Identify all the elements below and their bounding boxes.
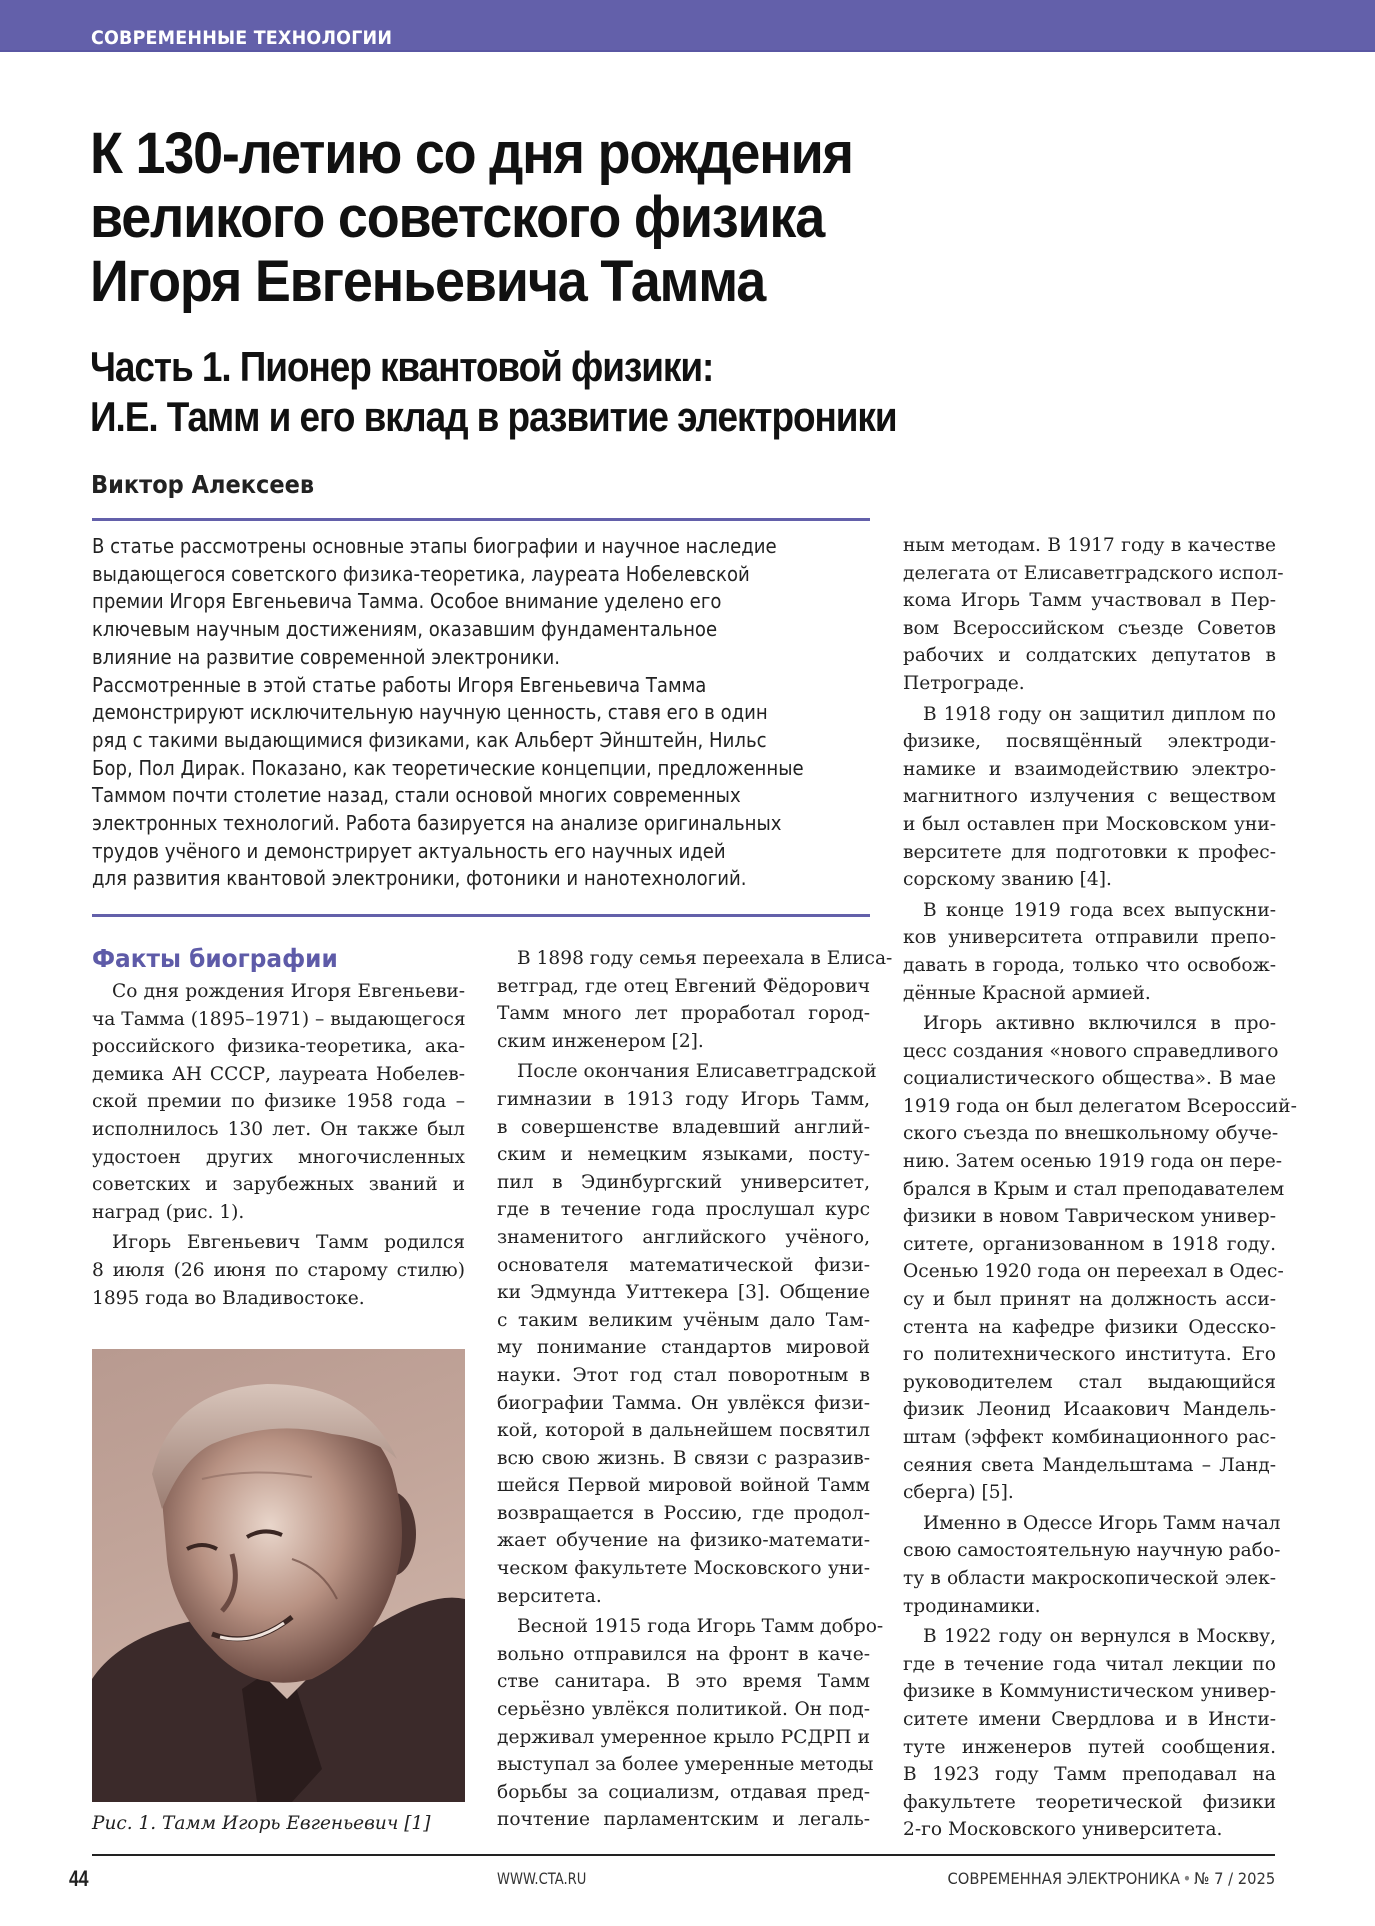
body-text-line: факультете теоретической физики xyxy=(903,1791,1276,1813)
body-text-line: нию. Затем осенью 1919 года он пере- xyxy=(903,1151,1283,1173)
body-text-line: туте инженеров путей сообщения. xyxy=(903,1736,1276,1758)
body-text-line: Тамм много лет проработал город- xyxy=(497,1003,870,1025)
section-rubric-bar xyxy=(0,0,1375,52)
body-text-line: магнитного излучения с веществом xyxy=(903,786,1276,808)
abstract-line: для развития квантовой электроники, фотоники и нанотехнологий. xyxy=(92,866,747,891)
body-column-right xyxy=(903,532,1297,1844)
body-text-line: дённые Красной армией. xyxy=(903,982,1151,1004)
body-text-line: советских и зарубежных званий и xyxy=(92,1174,465,1196)
body-text-line: почтение парламентским и легаль- xyxy=(497,1809,870,1831)
figure-caption: Рис. 1. Тамм Игорь Евгеньевич [1] xyxy=(92,1813,431,1834)
body-text-line: пил в Эдинбургский университет, xyxy=(497,1171,870,1193)
body-text-line: После окончания Елисаветградской xyxy=(517,1061,877,1083)
abstract-line: ключевым научным достижениям, оказавшим фундаментальное xyxy=(92,617,718,642)
article-subtitle-line: И.Е. Тамм и его вклад в развитие электроники xyxy=(90,393,897,440)
footer-divider xyxy=(92,1854,1275,1856)
body-text-line: ской премии по физике 1958 года – xyxy=(92,1091,465,1113)
body-text-line: физики в новом Таврическом универ- xyxy=(903,1206,1276,1228)
body-text-line: В конце 1919 года всех выпускни- xyxy=(923,899,1276,921)
body-text-line: рабочих и солдатских депутатов в xyxy=(903,645,1276,667)
body-text-line: ским и немецким языками, посту- xyxy=(497,1144,870,1166)
body-text-line: борьбы за социализм, отдавая пред- xyxy=(497,1781,870,1803)
body-text-line: науки. Этот год стал поворотным в xyxy=(497,1364,870,1386)
body-text-line: физике, посвящённый электроди- xyxy=(903,731,1276,753)
body-column-middle xyxy=(497,945,893,1834)
article-title-line: великого советского физика xyxy=(90,185,825,250)
abstract-line: В статье рассмотрены основные этапы биографии и научное наследие xyxy=(92,534,777,558)
abstract-line: ряд с такими выдающимися физиками, как Альберт Эйнштейн, Нильс xyxy=(92,727,767,752)
body-text-line: ча Тамма (1895–1971) – выдающегося xyxy=(92,1008,466,1030)
body-text-line: В 1922 году он вернулся в Москву, xyxy=(923,1626,1276,1648)
body-text-line: в совершенстве владевший англий- xyxy=(497,1116,870,1138)
body-text-line: возвращается в Россию, где продол- xyxy=(497,1502,870,1524)
body-text-line: удостоен других многочисленных xyxy=(92,1146,465,1168)
page-number: 44 xyxy=(69,1866,89,1891)
body-column-left xyxy=(92,978,465,1312)
body-text-line: В 1923 году Тамм преподавал на xyxy=(903,1764,1276,1786)
divider xyxy=(92,518,870,521)
article-abstract xyxy=(92,533,816,893)
body-text-line: 8 июля (26 июня по старому стилю) xyxy=(92,1259,465,1281)
article-title-line: К 130-летию со дня рождения xyxy=(90,121,853,186)
body-text-line: го политехнического института. Его xyxy=(903,1344,1276,1366)
body-text-line: верситете для подготовки к профес- xyxy=(903,841,1276,863)
body-text-line: Со дня рождения Игоря Евгеньеви- xyxy=(112,981,465,1002)
body-text-line: российского физика-теоретика, ака- xyxy=(92,1036,465,1058)
article-title-line: Игоря Евгеньевича Тамма xyxy=(90,249,766,314)
body-text-line: стента на кафедре физики Одесско- xyxy=(903,1316,1276,1338)
body-text-line: серьёзно увлёкся политикой. Он под- xyxy=(497,1699,870,1721)
body-text-line: выступал за более умеренные методы xyxy=(497,1754,874,1776)
abstract-line: влияние на развитие современной электроники. xyxy=(92,644,560,669)
body-text-line: физик Леонид Исаакович Мандель- xyxy=(903,1399,1276,1421)
abstract-line: премии Игоря Евгеньевича Тамма. Особое внимание уделено его xyxy=(92,589,722,614)
body-text-line: основателя математической физи- xyxy=(497,1254,870,1276)
body-text-line: делегата от Елисаветградского испол- xyxy=(903,562,1284,584)
portrait-illustration xyxy=(92,1349,465,1802)
body-text-line: ским инженером [2]. xyxy=(497,1030,704,1052)
body-text-line: брался в Крым и стал преподавателем xyxy=(903,1178,1285,1200)
body-text-line: штам (эффект комбинационного рас- xyxy=(903,1427,1276,1448)
bullet-separator-icon: • xyxy=(1182,1869,1192,1888)
body-text-line: ту в области макроскопической элек- xyxy=(903,1567,1276,1589)
article-subtitle xyxy=(90,342,1102,442)
body-text-line: исполнилось 130 лет. Он также был xyxy=(92,1118,465,1140)
body-text-line: Осенью 1920 года он переехал в Одес- xyxy=(903,1261,1284,1283)
body-text-line: сеяния света Мандельштама – Ланд- xyxy=(903,1454,1276,1476)
body-text-line: гимназии в 1913 году Игорь Тамм, xyxy=(497,1088,870,1110)
body-text-line: ситете имени Свердлова и в Инсти- xyxy=(903,1708,1276,1730)
body-text-line: В 1918 году он защитил диплом по xyxy=(923,703,1276,725)
abstract-line: выдающегося советского физика-теоретика, лауреата Нобелевской xyxy=(92,561,750,586)
body-text-line: с таким великим учёным дало Там- xyxy=(497,1309,870,1331)
body-text-line: В 1898 году семья переехала в Елиса- xyxy=(517,948,893,969)
body-text-line: вом Всероссийском съезде Советов xyxy=(903,617,1276,639)
divider xyxy=(92,914,870,917)
body-text-line: су и был принят на должность асси- xyxy=(903,1289,1276,1311)
section-heading: Факты биографии xyxy=(92,944,338,973)
body-text-line: вольно отправился на фронт в каче- xyxy=(497,1643,870,1665)
article-title xyxy=(90,122,1160,314)
abstract-line: демонстрируют исключительную научную ценность, ставя его в один xyxy=(92,700,768,725)
body-text-line: где в течение года прослушал курс xyxy=(497,1199,870,1221)
body-text-line: шейся Первой мировой войной Тамм xyxy=(497,1475,870,1497)
abstract-line: Рассмотренные в этой статье работы Игоря Евгеньевича Тамма xyxy=(92,672,707,697)
article-author: Виктор Алексеев xyxy=(91,470,315,499)
body-text-line: и был оставлен при Московском уни- xyxy=(903,813,1276,835)
body-text-line: 2-го Московского университета. xyxy=(903,1819,1223,1841)
body-text-line: ского съезда по внешкольному обуче- xyxy=(903,1123,1279,1145)
issue-number: № 7 / 2025 xyxy=(1193,1869,1275,1888)
body-text-line: намике и взаимодействию электро- xyxy=(903,758,1276,780)
body-text-line: кома Игорь Тамм участвовал в Пер- xyxy=(903,590,1276,612)
abstract-line: электронных технологий. Работа базируется на анализе оригинальных xyxy=(92,811,782,836)
body-text-line: наград (рис. 1). xyxy=(92,1201,245,1223)
body-text-line: ки Эдмунда Уиттекера [3]. Общение xyxy=(497,1282,870,1304)
body-text-line: знаменитого английского учёного, xyxy=(497,1226,870,1248)
body-text-line: стве санитара. В это время Тамм xyxy=(497,1671,870,1693)
magazine-name: СОВРЕМЕННАЯ ЭЛЕКТРОНИКА xyxy=(947,1869,1180,1888)
body-text-line: ветград, где отец Евгений Фёдорович xyxy=(497,975,870,997)
body-text-line: физике в Коммунистическом универ- xyxy=(903,1681,1276,1703)
body-text-line: сорскому званию [4]. xyxy=(903,869,1112,891)
body-text-line: всю свою жизнь. В связи с разразив- xyxy=(497,1447,870,1469)
body-text-line: свою самостоятельную научную рабо- xyxy=(903,1540,1281,1562)
body-text-line: ков университета отправили препо- xyxy=(903,927,1276,949)
body-text-line: держивал умеренное крыло РСДРП и xyxy=(497,1726,870,1748)
body-text-line: Весной 1915 года Игорь Тамм добро- xyxy=(517,1616,884,1638)
body-text-line: ческом факультете Московского уни- xyxy=(497,1558,870,1580)
body-text-line: 1919 года он был делегатом Всероссий- xyxy=(903,1095,1297,1117)
abstract-line: Таммом почти столетие назад, стали основой многих современных xyxy=(92,783,741,808)
abstract-line: трудов учёного и демонстрирует актуальность его научных идей xyxy=(92,838,726,863)
body-text-line: социалистического общества». В мае xyxy=(903,1068,1276,1090)
body-text-line: руководителем стал выдающийся xyxy=(903,1371,1276,1393)
body-text-line: биографии Тамма. Он увлёкся физи- xyxy=(497,1392,870,1414)
body-text-line: тродинамики. xyxy=(903,1595,1041,1617)
body-text-line: цесс создания «нового справедливого xyxy=(903,1040,1279,1062)
body-text-line: ным методам. В 1917 году в качестве xyxy=(903,535,1276,556)
body-text-line: жает обучение на физико-математи- xyxy=(497,1530,870,1552)
portrait-photo xyxy=(92,1349,465,1802)
body-text-line: демика АН СССР, лауреата Нобелев- xyxy=(92,1063,465,1085)
body-text-line: 1895 года во Владивостоке. xyxy=(92,1287,365,1309)
body-text-line: где в течение года читал лекции по xyxy=(903,1653,1276,1675)
body-text-line: кой, которой в дальнейшем посвятил xyxy=(497,1420,870,1442)
body-text-line: Именно в Одессе Игорь Тамм начал xyxy=(923,1512,1281,1534)
footer-magazine-info xyxy=(947,1869,1275,1888)
body-text-line: Петрограде. xyxy=(903,672,1025,694)
body-text-line: Игорь активно включился в про- xyxy=(923,1013,1276,1035)
body-text-line: Игорь Евгеньевич Тамм родился xyxy=(112,1232,465,1254)
footer-url-link[interactable]: WWW.CTA.RU xyxy=(497,1869,587,1888)
body-text-line: ситете, организованном в 1918 году. xyxy=(903,1233,1276,1255)
section-rubric: СОВРЕМЕННЫЕ ТЕХНОЛОГИИ xyxy=(91,27,393,49)
body-text-line: давать в города, только что освобож- xyxy=(903,954,1276,976)
abstract-line: Бор, Пол Дирак. Показано, как теоретические концепции, предложенные xyxy=(92,755,804,780)
body-text-line: верситета. xyxy=(497,1585,602,1607)
article-subtitle-line: Часть 1. Пионер квантовой физики: xyxy=(90,343,714,390)
body-text-line: му понимание стандартов мировой xyxy=(497,1337,870,1359)
body-text-line: сберга) [5]. xyxy=(903,1482,1014,1504)
